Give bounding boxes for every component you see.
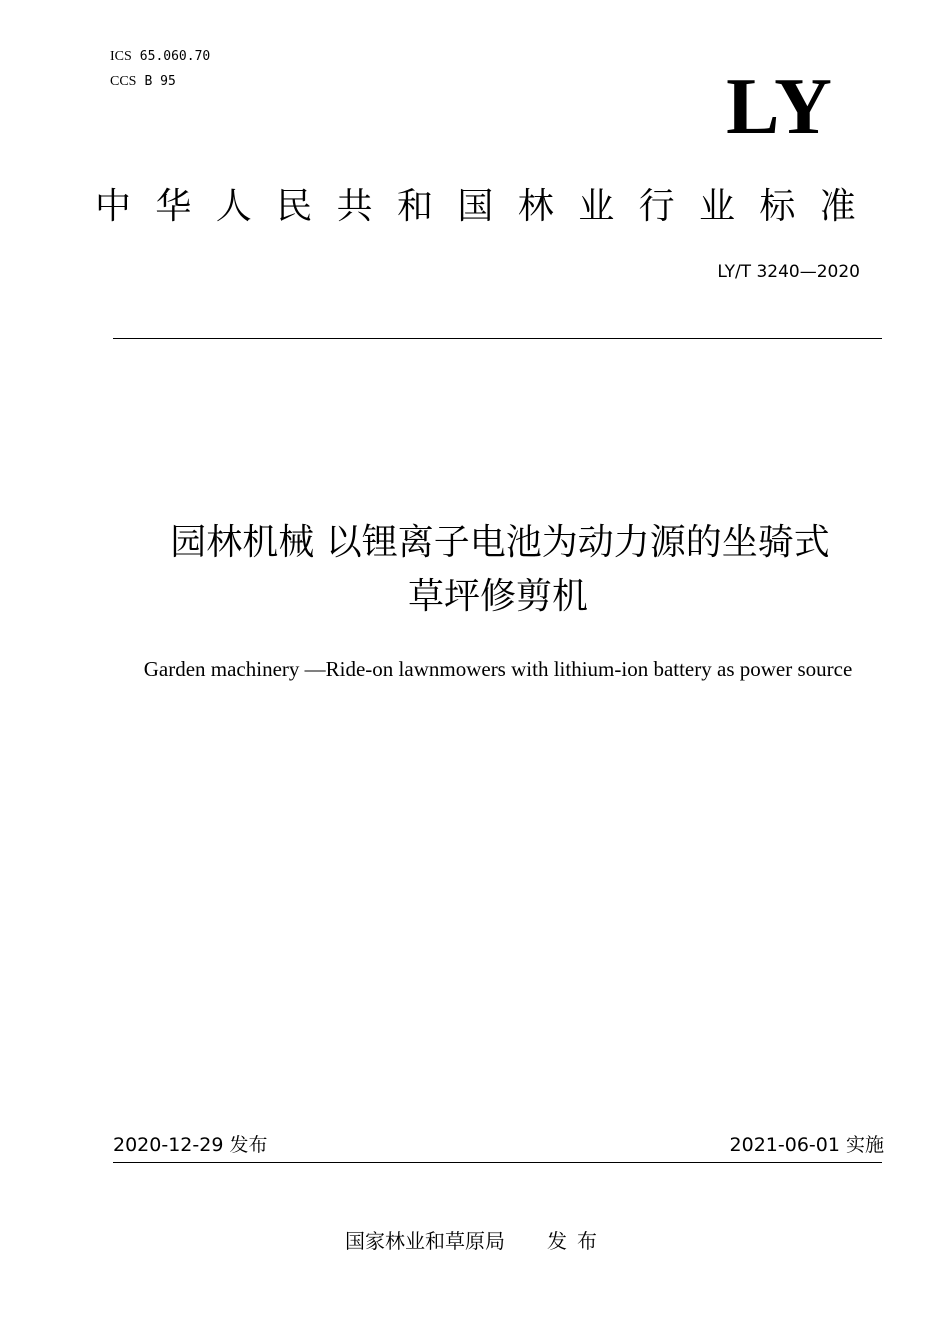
- publisher-action: 发布: [547, 1229, 607, 1253]
- header-divider: [113, 338, 882, 339]
- ccs-label: CCS: [110, 74, 137, 89]
- title-cn-line1: 园林机械 以锂离子电池为动力源的坐骑式: [170, 522, 830, 563]
- standard-number: LY/T 3240—2020: [717, 262, 860, 282]
- ccs-classification: [110, 73, 176, 90]
- publisher: [345, 1228, 607, 1254]
- issue-date: 2020-12-29 发布: [113, 1134, 268, 1156]
- ics-label: ICS: [110, 49, 132, 64]
- title-en: Garden machinery —Ride-on lawnmowers with lithium-ion battery as power source: [143, 657, 853, 681]
- standard-logo: LY: [726, 63, 834, 151]
- publisher-name: 国家林业和草原局: [345, 1229, 505, 1253]
- ics-classification: [110, 48, 210, 65]
- ccs-code: B 95: [144, 74, 176, 89]
- authority-title: 中华人民共和国林业行业标准: [95, 186, 881, 227]
- ics-code: 65.060.70: [139, 49, 211, 64]
- footer-divider: [113, 1162, 882, 1163]
- implementation-date: 2021-06-01 实施: [729, 1134, 884, 1156]
- title-cn-line2: 草坪修剪机: [407, 576, 588, 617]
